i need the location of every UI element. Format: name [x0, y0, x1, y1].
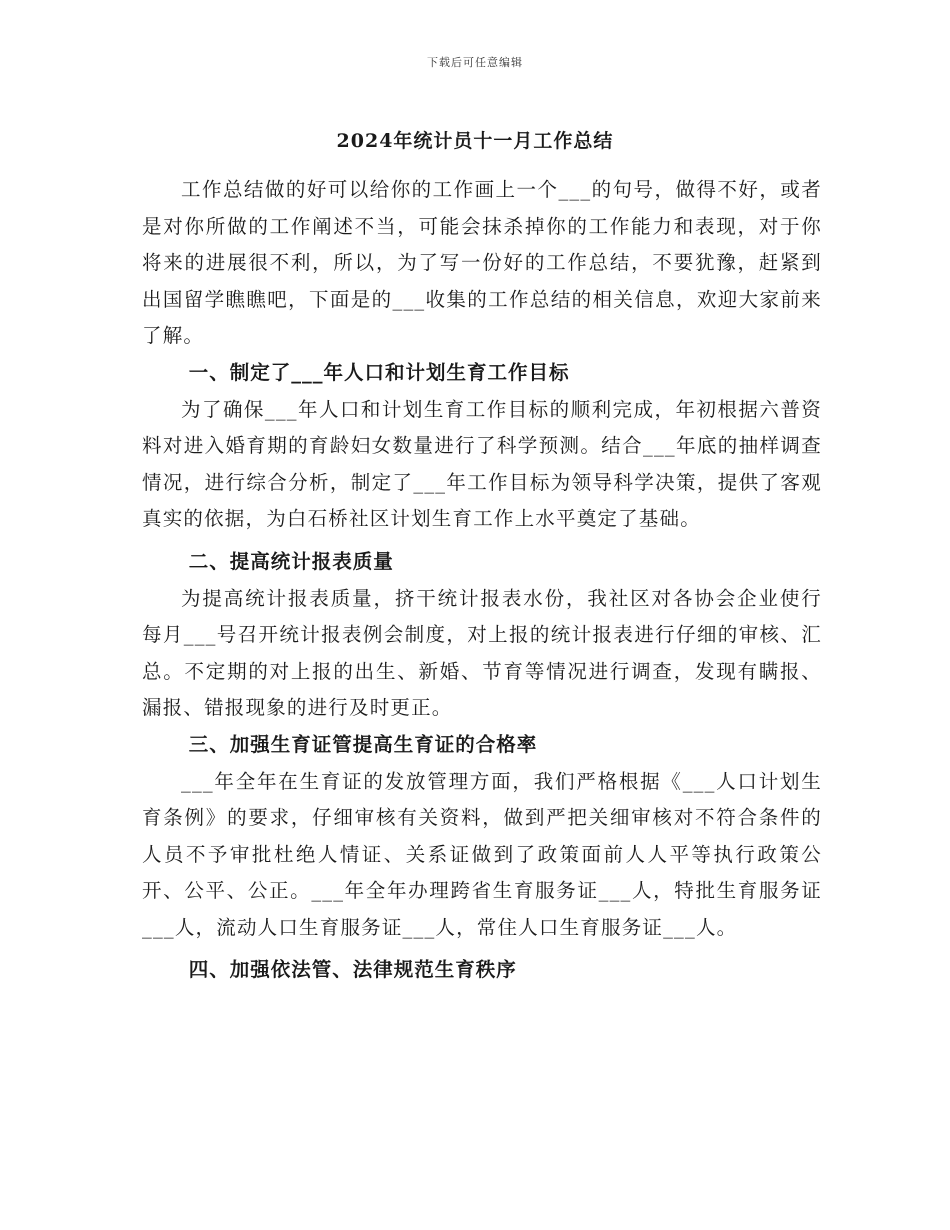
- section-body-3: ___年全年在生育证的发放管理方面，我们严格根据《___人口计划生育条例》的要求，仔细审核有关资料，做到严把关细审核对不符合条件的人员不予审批杜绝人情证、关系证做到了政策面前人人平等执行政策公开、公平、公正。___年全年办理跨省生育服务证___人，特批生育服务证___人，流动人口生育服务证___人，常住人口生育服务证___人。: [142, 769, 822, 939]
- section-body-1: 为了确保___年人口和计划生育工作目标的顺利完成，年初根据六普资料对进入婚育期的育龄妇女数量进行了科学预测。结合___年底的抽样调查情况，进行综合分析，制定了___年工作目标为领导科学决策，提供了客观真实的依据，为白石桥社区计划生育工作上水平奠定了基础。: [142, 397, 822, 531]
- section-heading-3: 三、加强生育证管提高生育证的合格率: [188, 732, 538, 756]
- section-heading-1: 一、制定了___年人口和计划生育工作目标: [188, 360, 570, 384]
- section-heading-2: 二、提高统计报表质量: [188, 549, 394, 573]
- intro-paragraph: 工作总结做的好可以给你的工作画上一个___的句号，做得不好，或者是对你所做的工作阐述不当，可能会抹杀掉你的工作能力和表现，对于你将来的进展很不利，所以，为了写一份好的工作总结，不要犹豫，赶紧到出国留学瞧瞧吧，下面是的___收集的工作总结的相关信息，欢迎大家前来了解。: [142, 178, 822, 348]
- header-note: 下载后可任意编辑: [427, 56, 523, 69]
- section-heading-4: 四、加强依法管、法律规范生育秩序: [188, 958, 517, 982]
- document-title: 2024年统计员十一月工作总结: [336, 130, 614, 152]
- section-body-2: 为提高统计报表质量，挤干统计报表水份，我社区对各协会企业使行每月___号召开统计报表例会制度，对上报的统计报表进行仔细的审核、汇总。不定期的对上报的出生、新婚、节育等情况进行调查，发现有瞒报、漏报、错报现象的进行及时更正。: [142, 586, 822, 720]
- document-body: [142, 172, 822, 989]
